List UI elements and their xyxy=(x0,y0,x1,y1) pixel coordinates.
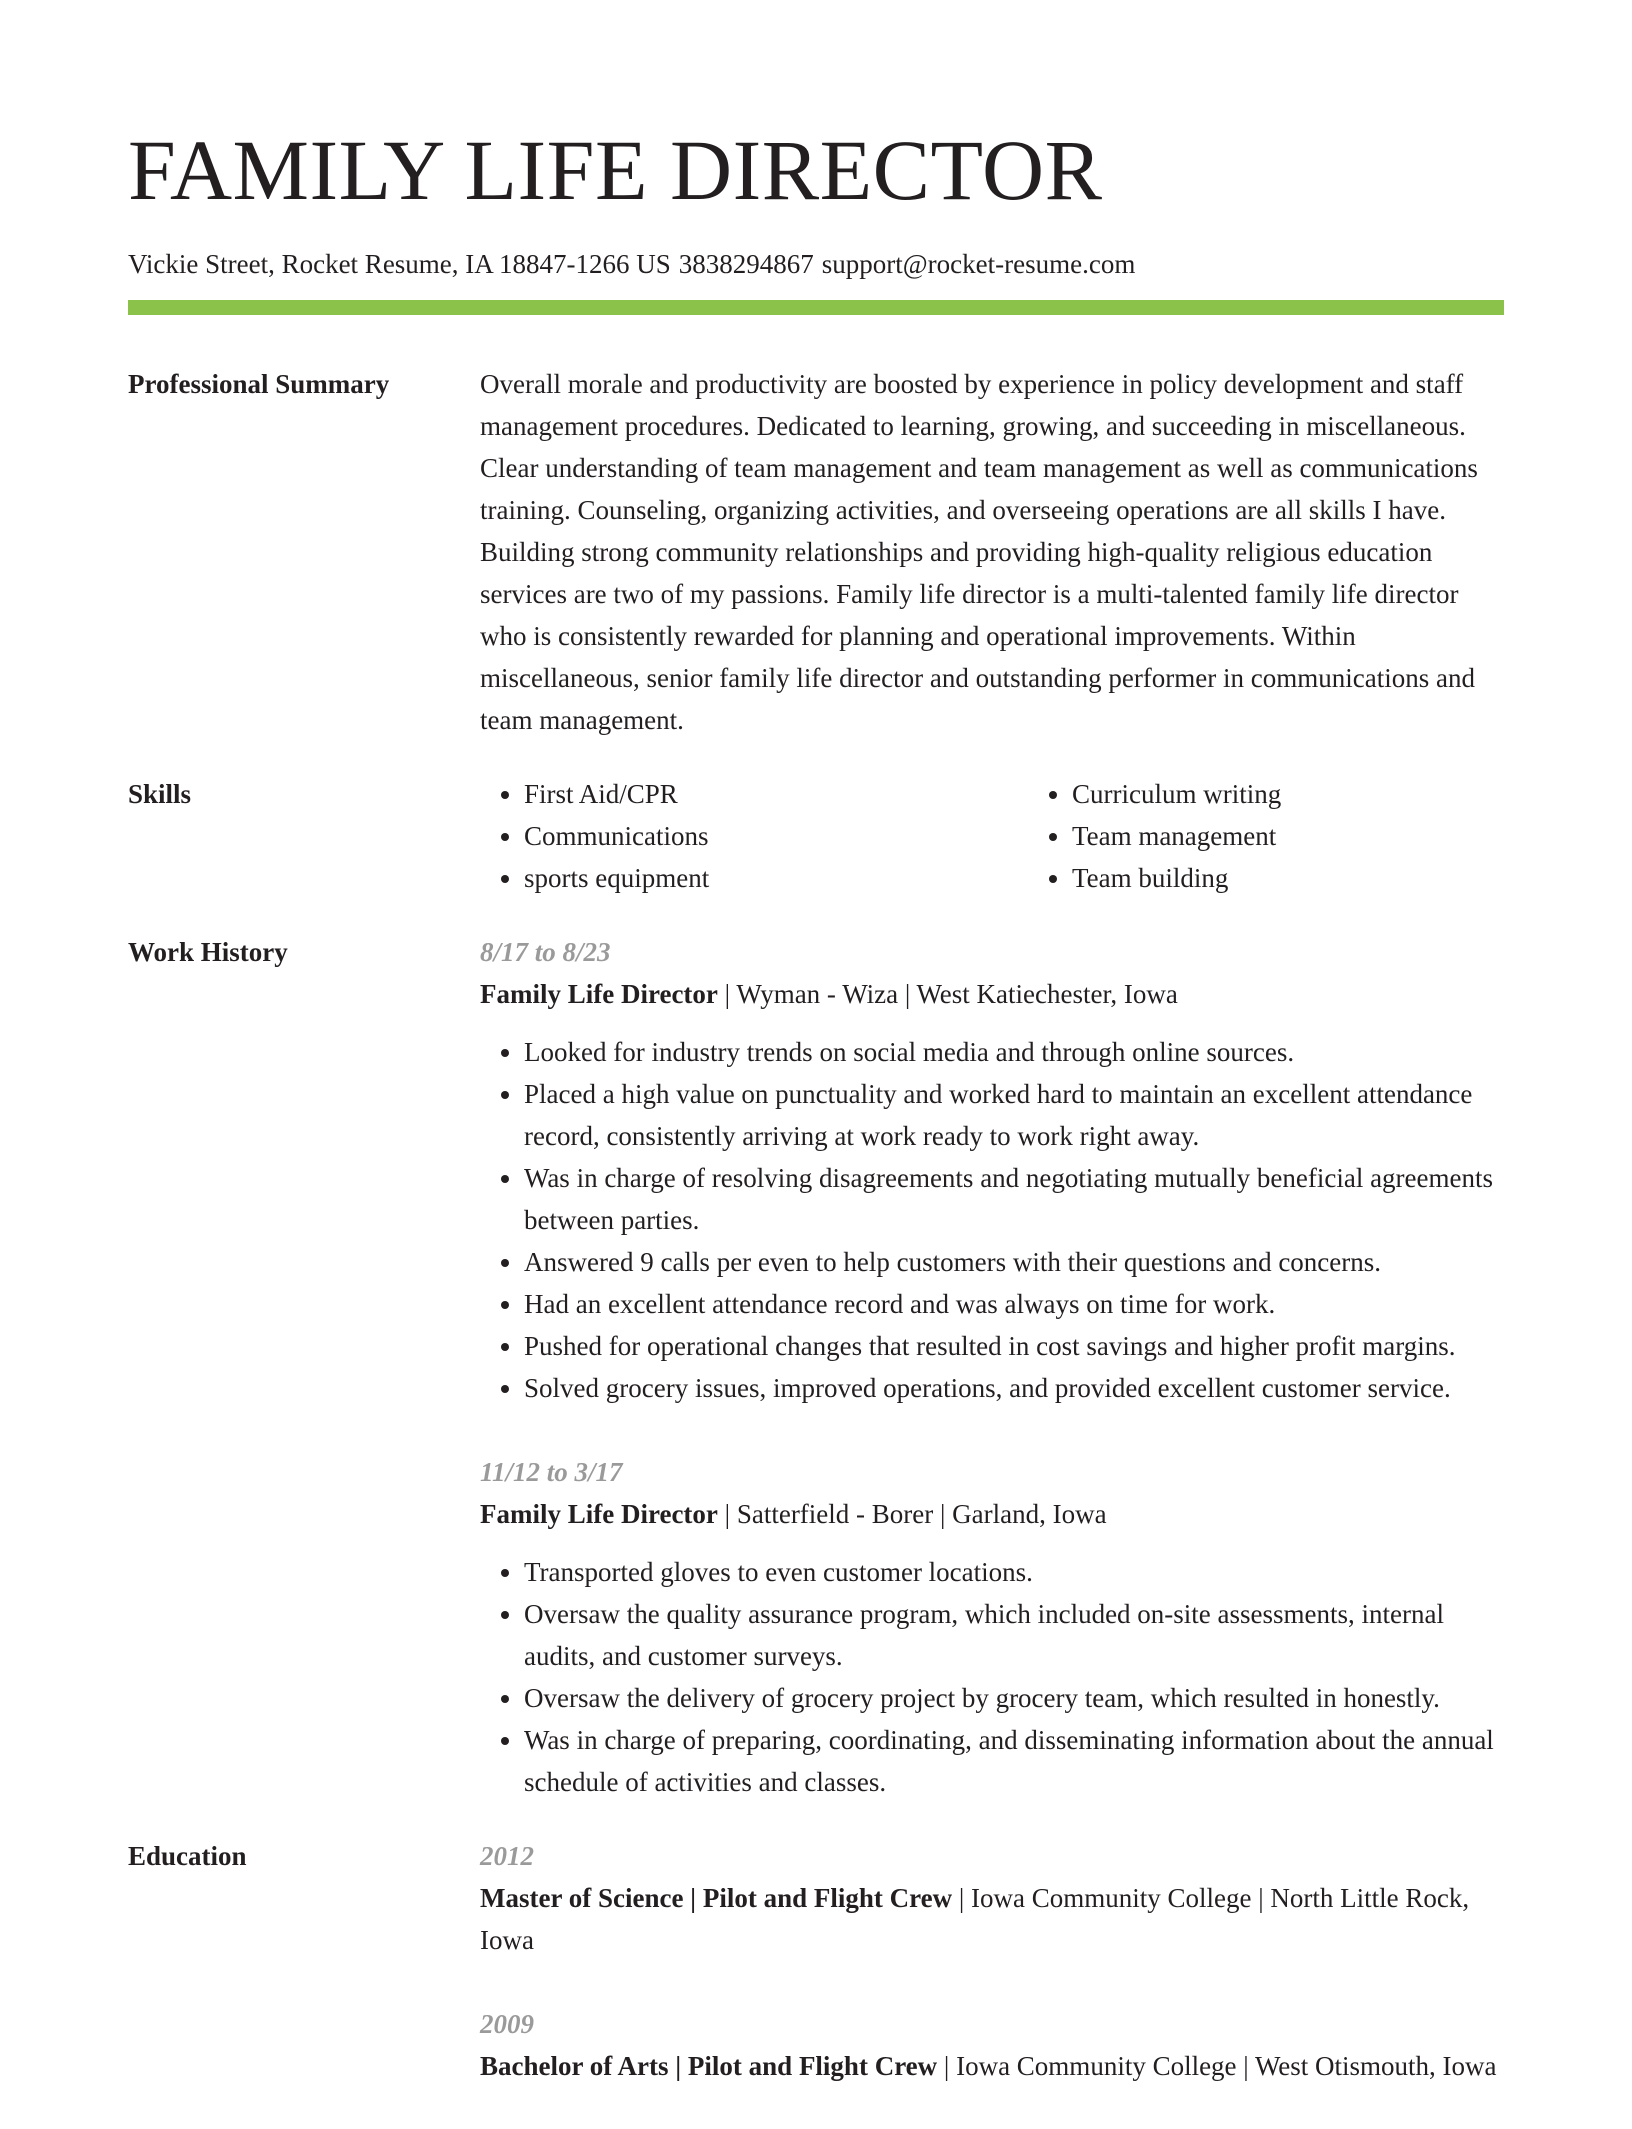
skills-section xyxy=(128,773,1504,899)
contact-address: Vickie Street, Rocket Resume, IA 18847-1266 US xyxy=(128,249,671,279)
education-year: 2012 xyxy=(480,1841,534,1871)
contact-line xyxy=(128,246,1504,282)
job-duty: • Oversaw the quality assurance program, which included on-site assessments, internal audits, and customer surveys. xyxy=(524,1593,1504,1677)
job-title: Family Life Director xyxy=(480,979,718,1009)
skills-heading: Skills xyxy=(128,779,192,809)
job-duty: • Looked for industry trends on social media and through online sources. xyxy=(524,1031,1504,1073)
job-duty: • Oversaw the delivery of grocery project by grocery team, which resulted in honestly. xyxy=(524,1677,1504,1719)
job-duty: • Answered 9 calls per even to help customers with their questions and concerns. xyxy=(524,1241,1504,1283)
contact-email: support@rocket-resume.com xyxy=(821,249,1136,279)
job-duty: • Pushed for operational changes that resulted in cost savings and higher profit margins. xyxy=(524,1325,1504,1367)
skill-item: • Team management xyxy=(1072,815,1576,857)
job-dates: 8/17 to 8/23 xyxy=(480,937,611,967)
education-school: | Iowa Community College | West Otismouth, Iowa xyxy=(937,2051,1497,2081)
education-heading: Education xyxy=(128,1841,247,1871)
job-role-line xyxy=(480,1493,1504,1535)
job-duty: • Had an excellent attendance record and was always on time for work. xyxy=(524,1283,1504,1325)
resume-page xyxy=(128,0,1504,2129)
job-employer: | Satterfield - Borer | Garland, Iowa xyxy=(717,1499,1107,1529)
resume-title: FAMILY LIFE DIRECTOR xyxy=(128,122,1103,218)
job-dates: 11/12 to 3/17 xyxy=(480,1457,623,1487)
job-employer: | Wyman - Wiza | West Katiechester, Iowa xyxy=(717,979,1178,1009)
work-history-section xyxy=(128,931,1504,1803)
education-degree: Master of Science | Pilot and Flight Crew xyxy=(480,1883,953,1913)
education-school: | Iowa Community College | North Little Rock, Iowa xyxy=(480,1883,1470,1955)
job-duty: • Solved grocery issues, improved operations, and provided excellent customer service. xyxy=(524,1367,1504,1409)
skills-list-left xyxy=(480,773,1028,899)
education-line xyxy=(480,2045,1504,2087)
summary-heading: Professional Summary xyxy=(128,369,390,399)
education-year: 2009 xyxy=(480,2009,534,2039)
job-duty: • Was in charge of resolving disagreements and negotiating mutually beneficial agreements between parties. xyxy=(524,1157,1504,1241)
contact-phone: 3838294867 xyxy=(678,249,814,279)
skill-item: • sports equipment xyxy=(524,857,1028,899)
work-history-heading: Work History xyxy=(128,937,288,967)
job-duties xyxy=(480,1551,1504,1803)
education-entry xyxy=(480,2003,1504,2087)
education-section xyxy=(128,1835,1504,2129)
job-duty: • Was in charge of preparing, coordinating, and disseminating information about the annual schedule of activities and classes. xyxy=(524,1719,1504,1803)
summary-section xyxy=(128,363,1504,741)
job-duty: • Placed a high value on punctuality and worked hard to maintain an excellent attendance record, consistently arriving at work ready to work right away. xyxy=(524,1073,1504,1157)
education-degree: Bachelor of Arts | Pilot and Flight Crew xyxy=(480,2051,938,2081)
job-title: Family Life Director xyxy=(480,1499,718,1529)
job-duty: • Transported gloves to even customer locations. xyxy=(524,1551,1504,1593)
job-entry xyxy=(480,1451,1504,1803)
skill-item: • Curriculum writing xyxy=(1072,773,1576,815)
skill-item: • Communications xyxy=(524,815,1028,857)
skill-item: • Team building xyxy=(1072,857,1576,899)
education-entry xyxy=(480,1835,1504,1961)
skills-list-right xyxy=(1028,773,1576,899)
job-duties xyxy=(480,1031,1504,1409)
job-role-line xyxy=(480,973,1504,1015)
education-line xyxy=(480,1877,1504,1961)
skill-item: • First Aid/CPR xyxy=(524,773,1028,815)
job-entry xyxy=(480,931,1504,1409)
summary-text: Overall morale and productivity are boosted by experience in policy development and staff management procedures. Dedicated to learning, growing, and succeeding in miscellaneous. Clear understanding of team management and team management as well as communications training. Counseling, organizing activities, and overseeing operations are all skills I have. Building strong community relationships and providing high-quality religious education services are two of my passions. Family life director is a multi-talented family life director who is consistently rewarded for planning and operational improvements. Within miscellaneous, senior family life director and outstanding performer in communications and team management. xyxy=(480,369,1478,735)
skills-grid xyxy=(480,773,1576,899)
header-divider xyxy=(128,300,1504,315)
